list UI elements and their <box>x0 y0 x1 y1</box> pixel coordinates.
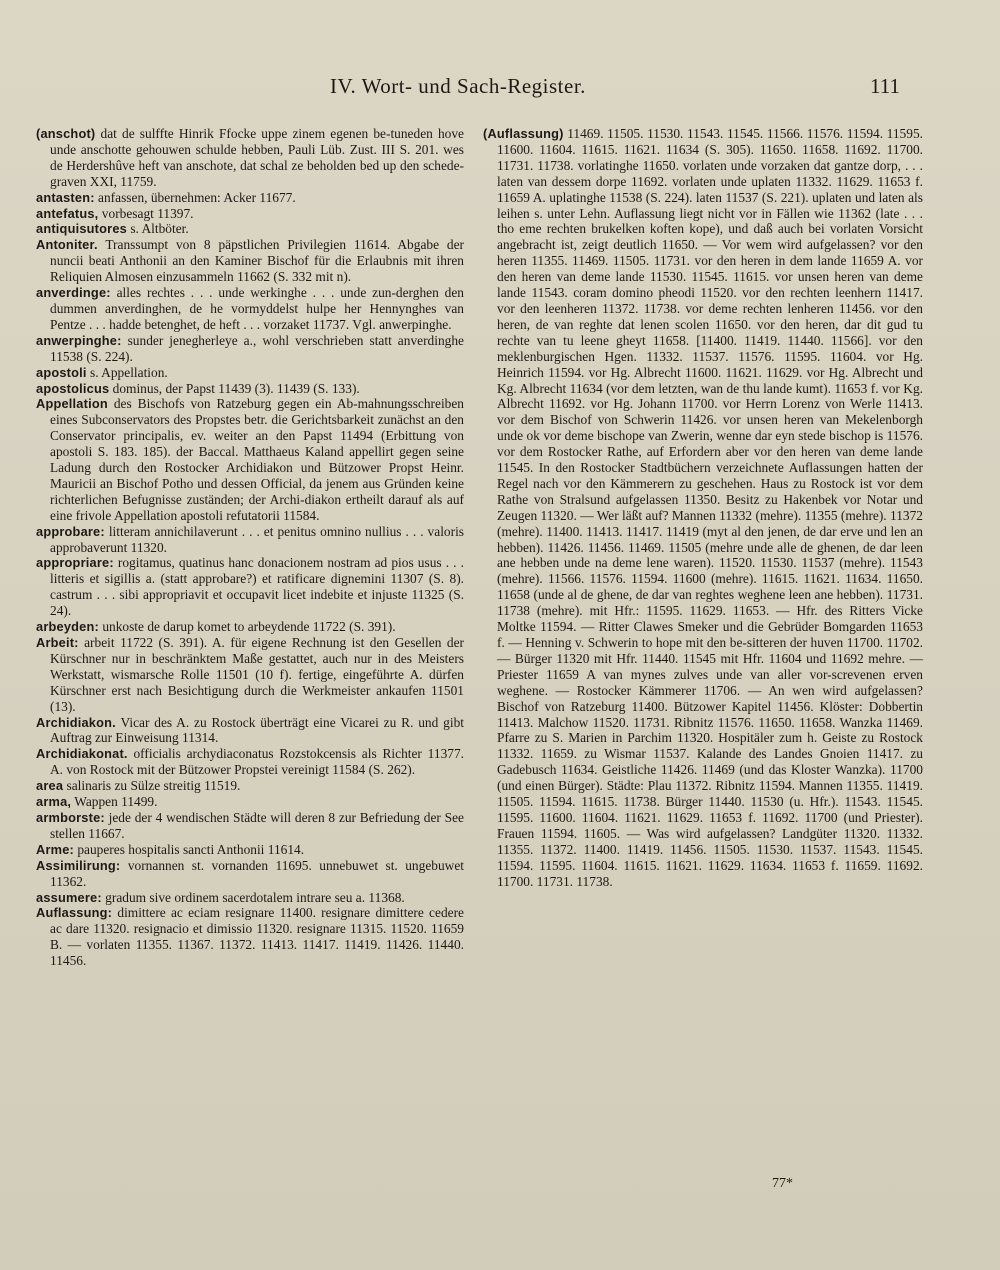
register-entry <box>36 396 464 523</box>
register-entry <box>36 635 464 715</box>
register-entry <box>36 794 464 810</box>
entry-text: Wappen 11499. <box>71 794 158 810</box>
entry-keyword: arma, <box>36 794 72 810</box>
entry-keyword: Archidiakon. <box>36 714 116 730</box>
register-entry <box>36 842 464 858</box>
register-entry <box>36 858 464 890</box>
entry-text: vorbesagt 11397. <box>98 205 194 221</box>
page-title: IV. Wort- und Sach-Register. <box>330 74 586 98</box>
entry-keyword: anwerpinghe: <box>36 332 122 348</box>
register-entry <box>36 126 464 190</box>
register-entry <box>36 285 464 333</box>
register-entry <box>483 126 923 890</box>
register-entry <box>36 381 464 397</box>
entry-text: unkoste de darup komet to arbeydende 11722 (S. 391). <box>98 619 396 635</box>
register-entry <box>36 206 464 222</box>
entry-keyword: assumere: <box>36 889 102 905</box>
entry-text: officialis archydiaconatus Rozstokcensis als Richter 11377. A. von Rostock mit der Bützower Propstei vereinigt 11584 (S. 262). <box>50 746 464 778</box>
register-entry <box>36 890 464 906</box>
entry-keyword: area <box>36 778 64 794</box>
entry-keyword: antasten: <box>36 189 95 205</box>
entry-text: vornannen st. vornanden 11695. unnebuwet st. ungebuwet 11362. <box>50 857 464 889</box>
entry-text: litteram annichilaverunt . . . et penitus omnino nullius . . . valoris approbaverunt 11320. <box>50 523 464 555</box>
entry-text: dimittere ac eciam resignare 11400. resignare dimittere cedere ac dare 11320. resignacio et dimissio 11320. resignare 11315. 11520. 11659 B. — vorlaten 11355. 11367. 11372. 11413. 11417. 11419. 11426. 11440. 11456. <box>50 905 464 969</box>
register-entry <box>36 190 464 206</box>
register-entry <box>36 905 464 969</box>
register-entry <box>36 237 464 285</box>
right-column <box>483 126 923 890</box>
entry-keyword: Archidiakonat. <box>36 746 128 762</box>
entry-keyword: apostoli <box>36 364 87 380</box>
register-entry <box>36 365 464 381</box>
register-entry <box>36 778 464 794</box>
entry-text: anfassen, übernehmen: Acker 11677. <box>94 189 296 205</box>
entry-text: alles rechtes . . . unde werkinghe . . . unde zun-derghen den dummen anverdinghen, de he vormyddelst hulpe her Hennynghes van Pentze . . . hadde betenghet, de heft . . . vorzaket 11737. Vgl. anwerpinghe. <box>50 285 464 332</box>
register-entry <box>36 619 464 635</box>
entry-keyword: Assimilirung: <box>36 857 121 873</box>
entry-text: rogitamus, quatinus hanc donacionem nostram ad pios usus . . . litteris et sigillis a. (statt approbare?) et ratificare dignemini 11307 (S. 8). castrum . . . sibi appropriavit et occupavit licet indebite et injuste 11325 (S. 24). <box>50 555 464 619</box>
entry-keyword: approbare: <box>36 523 105 539</box>
entry-text: Transsumpt von 8 päpstlichen Privilegien 11614. Abgabe der nuncii beati Anthonii an den Kaminer Bischof für die Erlaubnis mit ihren Reliquien Almosen einzusammeln 11662 (S. 332 mit n). <box>50 237 464 285</box>
entry-keyword: (Auflassung) <box>483 126 564 141</box>
register-entry <box>36 715 464 747</box>
entry-keyword: Arbeit: <box>36 635 79 650</box>
entry-text: s. Altböter. <box>126 221 189 237</box>
entry-text: gradum sive ordinem sacerdotalem intrare seu a. 11368. <box>101 889 405 905</box>
entry-keyword: antiquisutores <box>36 221 127 237</box>
entry-text: s. Appellation. <box>86 364 168 380</box>
entry-keyword: arbeyden: <box>36 619 99 635</box>
entry-text: Vicar des A. zu Rostock überträgt eine Vicarei zu R. und gibt Auftrag zur Einweisung 11314. <box>50 714 464 746</box>
entry-keyword: Appellation <box>36 396 108 412</box>
register-entry <box>36 810 464 842</box>
entry-keyword: Auflassung: <box>36 905 113 921</box>
entry-keyword: (anschot) <box>36 126 96 141</box>
entry-keyword: armborste: <box>36 809 105 825</box>
register-entry <box>36 746 464 778</box>
entry-text: dat de sulffte Hinrik Ffocke uppe zinem egenen be-tuneden hove unde anschotte gehouwen schulde hebben, Pauli Lüb. Zust. III S. 201. wes de Herdershûve heft van anschote, dat schal ze beholden bed up den schede-graven XXI, 11759. <box>50 126 464 189</box>
entry-text: jede der 4 wendischen Städte will deren 8 zur Befriedung der See stellen 11667. <box>50 809 464 841</box>
register-entry <box>36 555 464 619</box>
entry-text: sunder jenegherleye a., wohl verschrieben statt anverdinghe 11538 (S. 224). <box>50 332 464 364</box>
entry-text: 11469. 11505. 11530. 11543. 11545. 11566. 11576. 11594. 11595. 11600. 11604. 11615. 11621. 11634 (S. 305). 11650. 11658. 11692. 11700. 11731. 11738. vorlatinghe 11650. vorlaten unde vorzaken dat gantze dorp, . . . laten van dessem dorpe 11692. vorlaten unde uplaten 11332. 11629. 11653 f. 11659 A. uplatinghe 11538 (S. 224). laten 11537 (S. 221). uplaten und laten als leihen s. unter Lehn. Auflassung liegt nicht vor in Fällen wie 11362 (late . . . tho eme rechten brukelken koften kope), und daß auch bei vorlaten Vorsicht angebracht ist, zeigt deutlich 11650. — Vor wem wird aufgelassen? vor den heren 11355. 11469. 11505. 11731. vor den heren in dem lande 11659 A. vor den heren van deme lande 11530. 11545. 11615. vor unsen heren van deme lande 11543. coram domino pheodi 11520. vor den rechten leenhern 11417. vor den leenheren 11372. 11738. vor deme rechten lenheren 11456. vor den heren, de van reghte dat lenen scolen 11650. vor den heren, dar dit gud tu rechte van tu leene gheyt 11658. [11400. 11419. 11440. 11566]. vor den meklenburgischen Hgen. 11332. 11537. 11576. 11595. 11604. vor Hg. Heinrich 11594. vor Hg. Albrecht 11600. 11621. 11629. vor Hg. Albrecht und Kg. Albrecht 11634 (vor dem letzten, wan de thu lande kumt). 11653 f. vor Kg. Albrecht 11692. vor Hg. Johann 11700. vor Herrn Lorenz von Werle 11413. vor dem Bischof von Schwerin 11426. vor unsen heren van Mekelenborgh unde ok vor deme bischope van Zwerin, wenne dar eyn stede bischop is 11576. vor dem Rostocker Rathe, auf Erfordern aber vor den heren van deme lande 11545. In den Rostocker Stadtbüchern verzeichnete Auflassungen hatten der Regel nach vor den Kämmerern zu geschehen. Haus zu Rostock ist vor dem Rathe von Stralsund aufgelassen 11350. Besitz zu Hakenbek vor Notar und Zeugen 11320. — Wer läßt auf? Mannen 11332 (mehre). 11355 (mehre). 11372 (mehre). 11400. 11413. 11417. 11419 (myt al den jenen, de dar erve und len an hebben). 11426. 11456. 11469. 11505 (mehre unde alle de ghenen, de dar leen ane hebben unde na deme lene waren). 11520. 11530. 11537 (mehre). 11543 (mehre). 11566. 11576. 11594. 11600 (mehre). 11615. 11621. 11634. 11650. 11658 (unde al de ghene, de dar van reghtes weghene leen ane hebben). 11731. 11738 (mehre). mit Hfr.: 11595. 11629. 11653. — Hfr. des Ritters Vicke Moltke 11594. — Ritter Clawes Smeker und die Gebrüder Bomgarden 11653 f. — Henning v. Schwerin to hope mit den be-sitteren der huven 11700. 11702. — Bürger 11320 mit Hfr. 11440. 11545 mit Hfr. 11604 und 11692 mehre. — Priester 11659 A van mynes zulves unde van aller vor-screvenen erven weghene. — Rostocker Kämmerer 11706. — An wen wird aufgelassen? Bischof von Ratzeburg 11400. Bützower Kapitel 11456. Klöster: Dobbertin 11413. Malchow 11520. 11731. Ribnitz 11576. 11650. 11658. Wanzka 11469. Pfarre zu S. Marien in Parchim 11320. Hospitäler zum h. Geiste zu Rostock 11332. 11659. zu Wismar 11537. Kalande des Landes Gnoien 11417. zu Gadebusch 11634. Geistliche 11426. 11469 (und das Kloster Wanzka). 11700 (und einen Bürger). Städte: Plau 11372. Ribnitz 11594. Mannen 11355. 11419. 11505. 11594. 11615. 11738. Bürger 11440. 11530 (u. Hfr.). 11543. 11545. 11595. 11600. 11604. 11621. 11629. 11653 f. 11692. 11700 (und Priester). Frauen 11594. 11605. — Was wird aufgelassen? Landgüter 11320. 11332. 11355. 11372. 11400. 11419. 11456. 11505. 11530. 11537. 11543. 11545. 11594. 11595. 11604. 11615. 11621. 11629. 11634. 11653 f. 11659. 11692. 11700. 11731. 11738. <box>497 126 923 889</box>
entry-text: des Bischofs von Ratzeburg gegen ein Ab-mahnungsschreiben eines Subconservators des Propstes betr. die Gerichtsbarkeit zunächst an den Conservator principalis, ev. weiter an den Papst 11494 (Erbittung von apostoli S. 183. 185). der Baccal. Matthaeus Kaland appellirt gegen seine Ladung durch den Rostocker Archidiakon und Bützower Propst Heinr. Mauricii an Bischof Potho und dessen Official, da jenem aus Gründen keine richterlichen Befugnisse zuständen; der Archi-diakon ertheilt darauf als auf eine frivole Appellation apostoli refutatorii 11584. <box>50 396 464 523</box>
entry-keyword: anverdinge: <box>36 285 111 301</box>
register-entry <box>36 221 464 237</box>
entry-text: pauperes hospitalis sancti Anthonii 11614. <box>73 841 305 857</box>
entry-text: dominus, der Papst 11439 (3). 11439 (S. 133). <box>109 380 360 396</box>
register-entry <box>36 524 464 556</box>
entry-keyword: Arme: <box>36 841 74 857</box>
entry-text: arbeit 11722 (S. 391). A. für eigene Rechnung ist den Gesellen der Kürschner nur in beschränktem Maße gestattet, auch nur in des Meisters Werkstatt, wismarsche Rolle 11501 (10 f). fertige, eingeführte A. dürfen Kürschner erst nach Besichtigung durch die Werkmeister ankaufen 11501 (13). <box>50 635 464 714</box>
signature-mark: 77* <box>772 1176 793 1191</box>
running-header <box>0 74 1000 108</box>
page-number: 111 <box>870 74 900 98</box>
entry-keyword: antefatus, <box>36 205 99 221</box>
entry-keyword: Antoniter. <box>36 237 98 253</box>
entry-keyword: apostolicus <box>36 380 110 396</box>
entry-text: salinaris zu Sülze streitig 11519. <box>63 778 241 794</box>
entry-keyword: appropriare: <box>36 555 114 571</box>
register-entry <box>36 333 464 365</box>
left-column <box>36 126 464 969</box>
